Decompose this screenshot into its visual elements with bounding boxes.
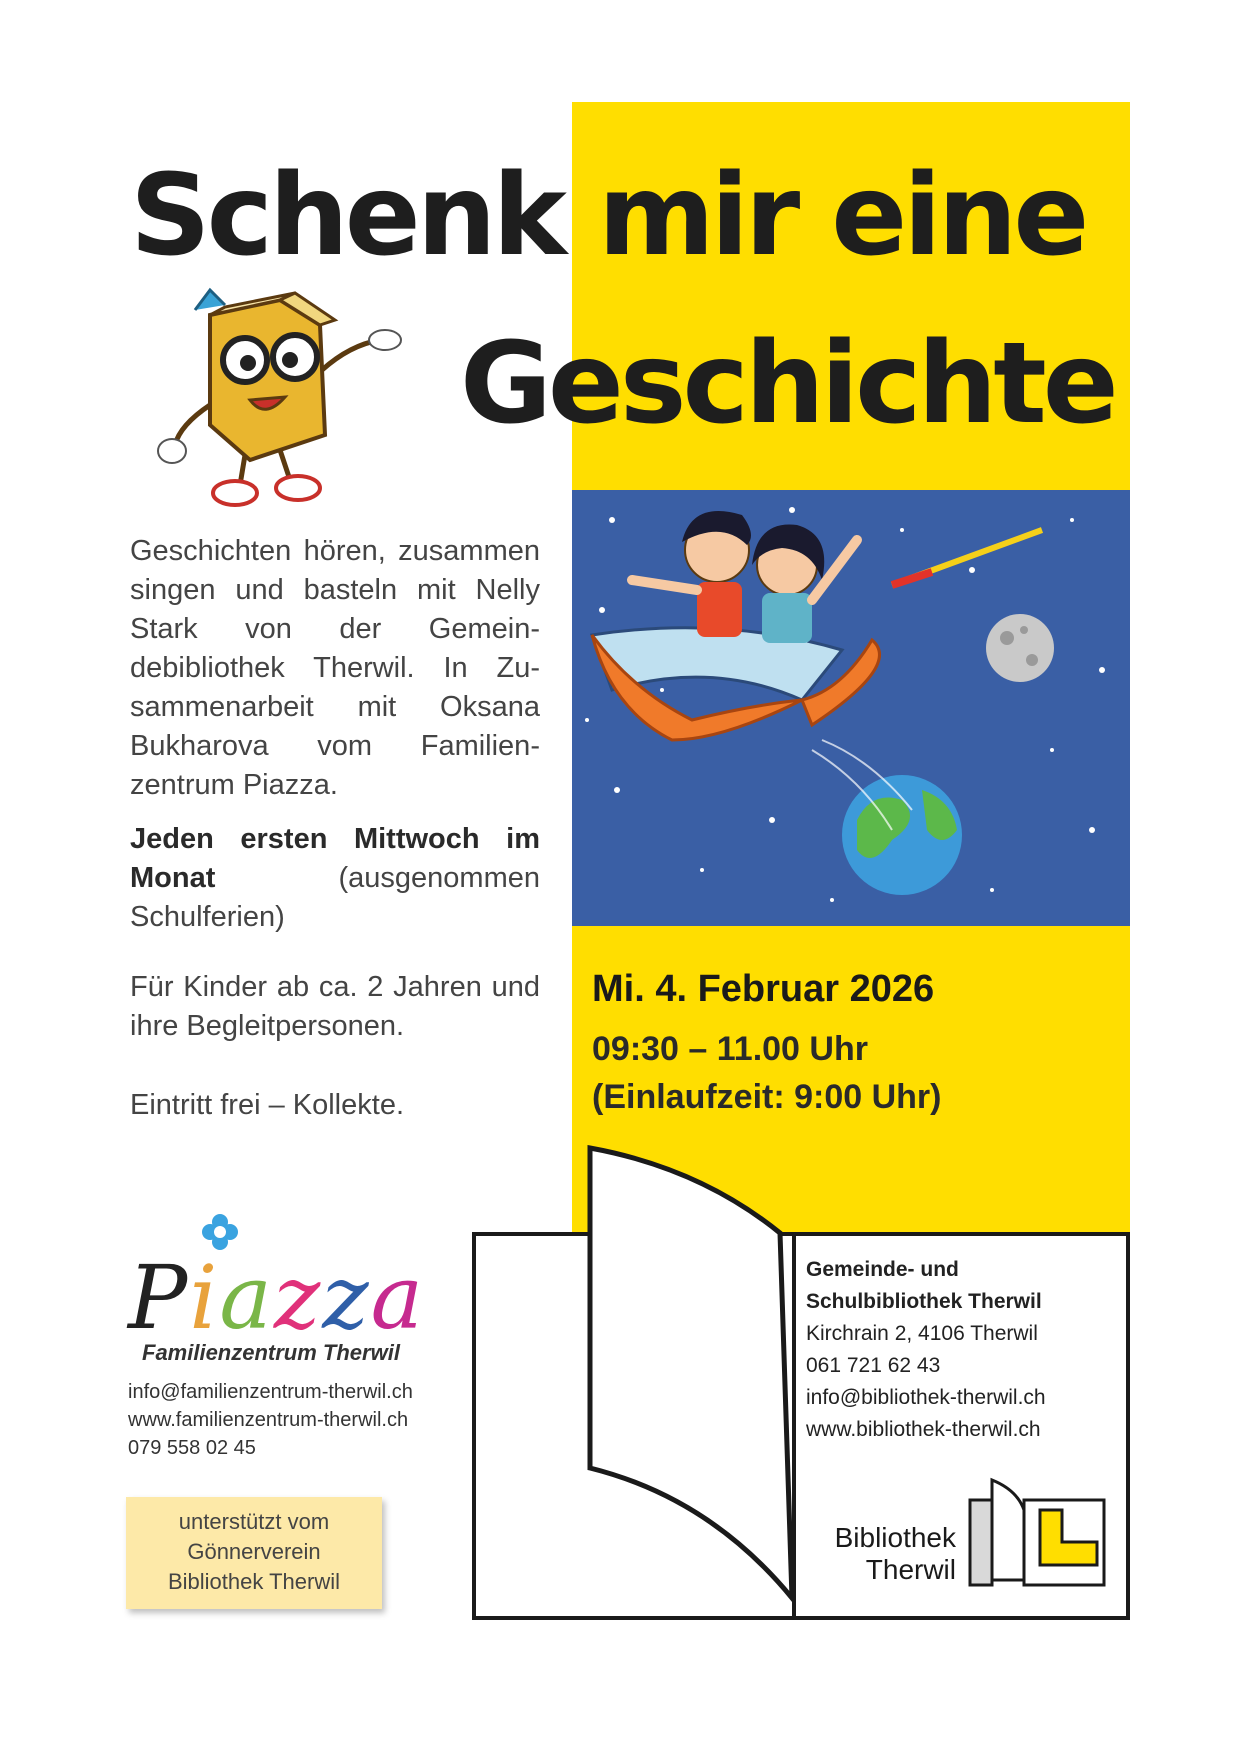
entry-paragraph: Eintritt frei – Kollekte. [130, 1089, 404, 1121]
schedule-rest: (ausgenommen Schulferien) [130, 862, 540, 933]
library-logo-line-1: Bibliothek [834, 1522, 956, 1553]
audience-paragraph: Für Kinder ab ca. 2 Jahren und ihre Begleitpersonen. [130, 971, 540, 1042]
schedule-paragraph [130, 820, 540, 937]
library-website[interactable]: www.bibliothek-therwil.ch [806, 1418, 1041, 1441]
library-name-line-2: Schulbibliothek Therwil [806, 1290, 1042, 1313]
support-line-1: unterstützt vom [178, 1509, 330, 1534]
piazza-logo-letter: z [322, 1246, 371, 1349]
piazza-phone: 079 558 02 45 [128, 1437, 256, 1459]
piazza-logo-wordmark [128, 1246, 425, 1349]
supporter-note [126, 1497, 382, 1609]
event-date: Mi. 4. Februar 2026 [592, 968, 935, 1010]
library-logo-icon [962, 1470, 1112, 1590]
library-logo-text [806, 1522, 956, 1586]
title-line-2: Geschichte [460, 319, 1115, 449]
piazza-subtitle: Familienzentrum Therwil [142, 1340, 400, 1365]
piazza-logo-letter: z [273, 1246, 323, 1349]
support-line-3: Bibliothek Therwil [167, 1569, 340, 1594]
space-illustration [572, 490, 1130, 926]
library-address: Kirchrain 2, 4106 Therwil [806, 1322, 1038, 1345]
book-mascot-illustration [150, 285, 420, 525]
piazza-logo-letter: i [189, 1246, 220, 1349]
library-phone: 061 721 62 43 [806, 1354, 941, 1377]
event-time: 09:30 – 11.00 Uhr [592, 1030, 868, 1068]
piazza-email[interactable]: info@familienzentrum-therwil.ch [128, 1381, 413, 1403]
library-name-line-1: Gemeinde- und [806, 1258, 959, 1281]
title-line-1: Schenk mir eine [130, 151, 1086, 281]
piazza-logo-letter: P [128, 1246, 190, 1349]
piazza-logo-letter: a [370, 1246, 426, 1349]
library-email[interactable]: info@bibliothek-therwil.ch [806, 1386, 1046, 1409]
support-line-2: Gönnerverein [187, 1539, 321, 1564]
library-logo-line-2: Therwil [865, 1554, 956, 1585]
piazza-logo-letter: a [219, 1246, 274, 1349]
description-paragraph: Geschichten hören, zusammen singen und basteln mit Nelly Stark von der Gemeindebibliothek Therwil. In Zusammenarbeit mit Oksana Bukharova vom Familienzentrum Piazza. [130, 535, 540, 801]
piazza-website[interactable]: www.familienzentrum-therwil.ch [128, 1409, 409, 1431]
event-arrival-time: (Einlaufzeit: 9:00 Uhr) [592, 1078, 942, 1116]
schedule-bold: Jeden ersten Mittwoch im Monat [130, 823, 540, 894]
